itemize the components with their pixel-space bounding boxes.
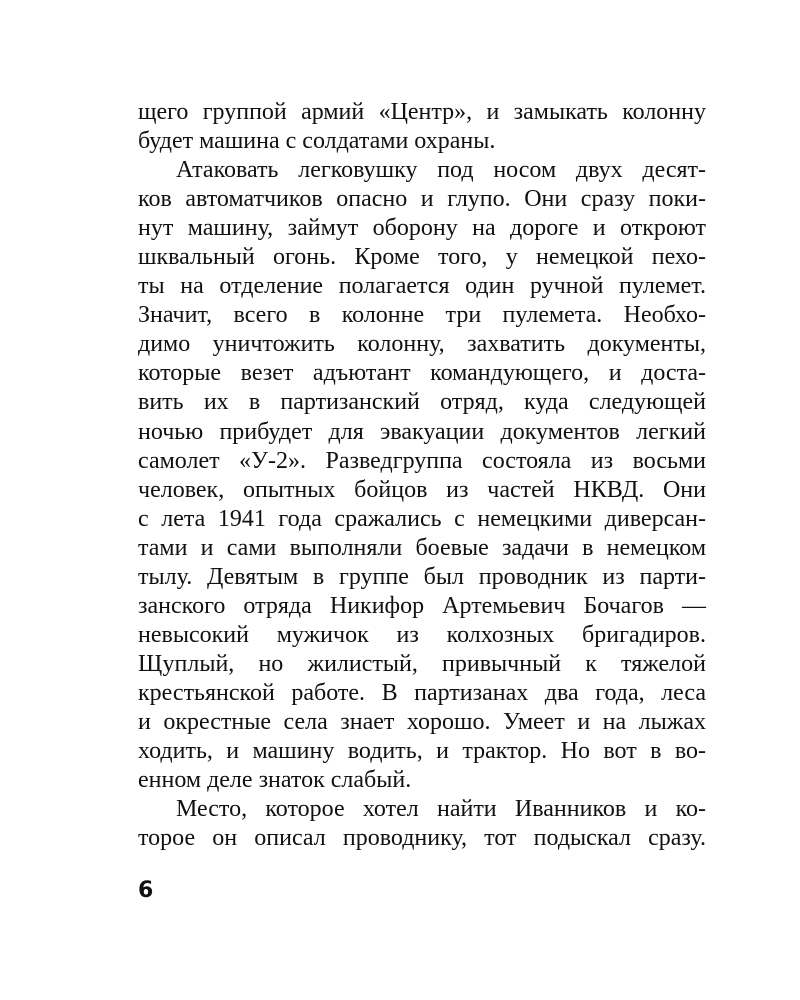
text-line: самолет «У-2». Разведгруппа состояла из восьми [138,447,706,474]
text-line: ходить, и машину водить, и трактор. Но вот в во- [138,738,706,765]
text-line: Значит, всего в колонне три пулемета. Необхо- [138,302,706,329]
text-line: енном деле знаток слабый. [138,767,412,794]
text-line: занского отряда Никифор Артемьевич Бочагов — [138,592,706,619]
text-line: ты на отделение полагается один ручной пулемет. [138,273,706,300]
page-number: 6 [138,878,154,903]
text-line: Щуплый, но жилистый, привычный к тяжелой [138,650,706,677]
text-line: димо уничтожить колонну, захватить документы, [138,331,706,358]
text-line: Место, которое хотел найти Иванников и ко- [176,796,706,823]
text-line: ночью прибудет для эвакуации документов легкий [138,418,706,445]
paragraph [138,795,706,853]
text-line: Атаковать легковушку под носом двух десят- [176,157,706,184]
text-line: тами и сами выполняли боевые задачи в немецком [138,534,706,561]
body-text [138,98,706,853]
text-line: торое он описал проводнику, тот подыскал сразу. [138,825,706,852]
text-line: крестьянской работе. В партизанах два года, леса [138,679,706,706]
text-line: будет машина с солдатами охраны. [138,128,496,155]
text-line: и окрестные села знает хорошо. Умеет и на лыжах [138,708,706,735]
text-line: шквальный огонь. Кроме того, у немецкой пехо- [138,244,706,271]
text-line: которые везет адъютант командующего, и доста- [138,360,706,387]
text-line: с лета 1941 года сражались с немецкими диверсан- [138,505,706,532]
text-line: тылу. Девятым в группе был проводник из парти- [138,563,706,590]
text-line: человек, опытных бойцов из частей НКВД. Они [138,476,706,503]
text-line: невысокий мужичок из колхозных бригадиров. [138,621,706,648]
text-line: щего группой армий «Центр», и замыкать колонну [138,99,706,125]
paragraph [138,98,706,156]
text-line: вить их в партизанский отряд, куда следующей [138,389,706,416]
text-line: нут машину, займут оборону на дороге и откроют [138,215,706,242]
text-line: ков автоматчиков опасно и глупо. Они сразу поки- [138,186,706,213]
paragraph [138,156,706,795]
